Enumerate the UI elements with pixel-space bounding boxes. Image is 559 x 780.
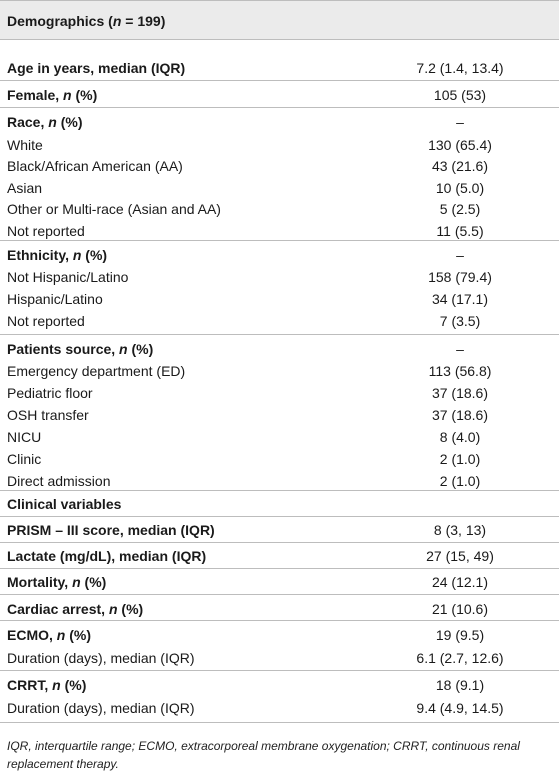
row-value: 19 (9.5) (435, 627, 485, 643)
row-label: Clinic (7, 451, 42, 467)
bottom-rule (0, 722, 559, 723)
row-label: Pediatric floor (7, 385, 93, 401)
table-row (0, 674, 559, 696)
row-value: 105 (53) (433, 87, 487, 103)
row-value: 8 (4.0) (439, 429, 481, 445)
table-row (0, 647, 559, 669)
table-row (0, 493, 559, 515)
row-value: 6.1 (2.7, 12.6) (416, 650, 504, 666)
table-row (0, 382, 559, 404)
row-value: 7 (3.5) (439, 313, 481, 329)
row-value: 113 (56.8) (428, 363, 492, 379)
table-row (0, 404, 559, 426)
table-row (0, 266, 559, 288)
table-row (0, 111, 559, 133)
row-divider (0, 80, 559, 81)
row-label: Not reported (7, 313, 85, 329)
table-row (0, 598, 559, 620)
header-label: Demographics (n = 199) (7, 13, 166, 29)
row-label: Female, n (%) (7, 87, 98, 103)
table-row (0, 448, 559, 470)
table-row (0, 697, 559, 719)
row-value: 130 (65.4) (428, 137, 492, 153)
table-row (0, 134, 559, 156)
row-value: – (456, 341, 464, 357)
table-row (0, 84, 559, 106)
row-label: Emergency department (ED) (7, 363, 186, 379)
table-row (0, 470, 559, 492)
row-value: 7.2 (1.4, 13.4) (416, 60, 504, 76)
row-divider (0, 490, 559, 491)
row-divider (0, 240, 559, 241)
table-row (0, 57, 559, 79)
table-row (0, 155, 559, 177)
table-row (0, 220, 559, 242)
row-value: 2 (1.0) (439, 473, 481, 489)
row-label: Ethnicity, n (%) (7, 247, 108, 263)
row-value: 5 (2.5) (439, 201, 481, 217)
row-label: Duration (days), median (IQR) (7, 700, 195, 716)
row-value: 18 (9.1) (435, 677, 485, 693)
row-divider (0, 542, 559, 543)
row-value: 21 (10.6) (431, 601, 489, 617)
row-value: 2 (1.0) (439, 451, 481, 467)
row-label: Not Hispanic/Latino (7, 269, 129, 285)
table-row (0, 426, 559, 448)
row-label: Other or Multi-race (Asian and AA) (7, 201, 221, 217)
row-label: Duration (days), median (IQR) (7, 650, 195, 666)
table-row (0, 571, 559, 593)
row-label: Clinical variables (7, 496, 122, 512)
table-row (0, 338, 559, 360)
row-value: – (456, 114, 464, 130)
row-label: NICU (7, 429, 42, 445)
table-row (0, 360, 559, 382)
table-row (0, 310, 559, 332)
row-label: Hispanic/Latino (7, 291, 103, 307)
row-label: White (7, 137, 43, 153)
table-row (0, 519, 559, 541)
row-divider (0, 334, 559, 335)
row-label: Age in years, median (IQR) (7, 60, 186, 76)
row-label: OSH transfer (7, 407, 89, 423)
table-header (0, 1, 559, 39)
row-value: 158 (79.4) (428, 269, 492, 285)
row-label: PRISM – III score, median (IQR) (7, 522, 215, 538)
row-label: Cardiac arrest, n (%) (7, 601, 144, 617)
row-value: 11 (5.5) (436, 223, 484, 239)
row-value: 37 (18.6) (431, 385, 489, 401)
row-divider (0, 594, 559, 595)
row-label: Race, n (%) (7, 114, 83, 130)
table-row (0, 288, 559, 310)
row-value: 34 (17.1) (431, 291, 489, 307)
row-label: Black/African American (AA) (7, 158, 183, 174)
row-label: CRRT, n (%) (7, 677, 87, 693)
row-divider (0, 516, 559, 517)
row-label: Lactate (mg/dL), median (IQR) (7, 548, 207, 564)
table-row (0, 545, 559, 567)
row-value: – (456, 247, 464, 263)
row-divider (0, 568, 559, 569)
row-value: 10 (5.0) (435, 180, 485, 196)
table-row (0, 198, 559, 220)
row-value: 8 (3, 13) (433, 522, 487, 538)
row-divider (0, 620, 559, 621)
table-footnote: IQR, interquartile range; ECMO, extracorporeal membrane oxygenation; CRRT, continuous renal replacement therapy. (7, 739, 520, 771)
header-rule (0, 39, 559, 40)
row-value: 24 (12.1) (431, 574, 489, 590)
row-label: Patients source, n (%) (7, 341, 154, 357)
row-label: Direct admission (7, 473, 111, 489)
row-label: ECMO, n (%) (7, 627, 92, 643)
table-row (0, 244, 559, 266)
row-label: Asian (7, 180, 43, 196)
row-label: Not reported (7, 223, 85, 239)
row-value: 27 (15, 49) (426, 548, 494, 564)
row-value: 9.4 (4.9, 14.5) (416, 700, 504, 716)
table-row (0, 177, 559, 199)
row-value: 43 (21.6) (431, 158, 489, 174)
row-label: Mortality, n (%) (7, 574, 107, 590)
row-value: 37 (18.6) (431, 407, 489, 423)
row-divider (0, 107, 559, 108)
table-row (0, 624, 559, 646)
row-divider (0, 670, 559, 671)
